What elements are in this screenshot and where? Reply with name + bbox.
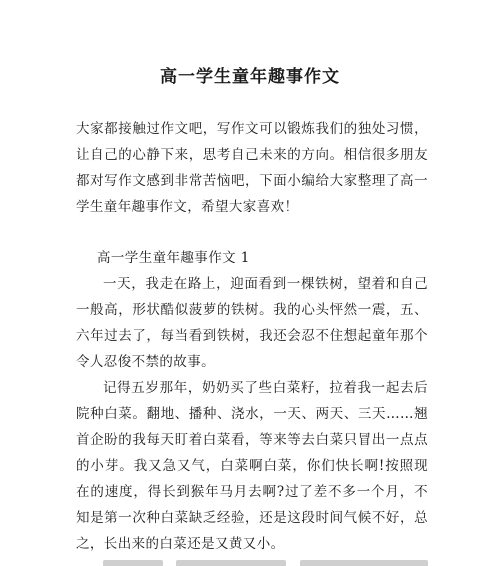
intro-paragraph: 大家都接触过作文吧，写作文可以锻炼我们的独处习惯，让自己的心静下来，思考自己未来的方向。相信很多朋友都对写作文感到非常苦恼吧，下面小编给大家整理了高一学生童年趣事作文，希望大家喜欢！ [76,121,428,215]
section-heading: 高一学生童年趣事作文 1 [97,250,250,266]
cut-off-fragment [103,560,163,566]
cut-off-fragment [176,560,286,566]
body-paragraph-1: 一天，我走在路上，迎面看到一棵铁树，望着和自己一般高，形状酷似菠萝的铁树。我的心头怦然一震，五、六年过去了，每当看到铁树，我还会忍不住想起童年那个令人忍俊不禁的故事。 [76,276,428,370]
page-title: 高一学生童年趣事作文 [160,67,340,87]
body-paragraph-2: 记得五岁那年，奶奶买了些白菜籽，拉着我一起去后院种白菜。翻地、播种、浇水，一天、两天、三天……翘首企盼的我每天盯着白菜看，等来等去白菜只冒出一点点的小芽。我又急又气，白菜啊白菜，你们快长啊!按照现在的速度，得长到猴年马月去啊?过了差不多一个月，不知是第一次种白菜缺乏经验，还是这段时间气候不好，总之，长出来的白菜还是又黄又小。 [76,380,428,552]
cut-off-fragment [300,560,428,566]
cut-off-text-line [76,556,428,566]
